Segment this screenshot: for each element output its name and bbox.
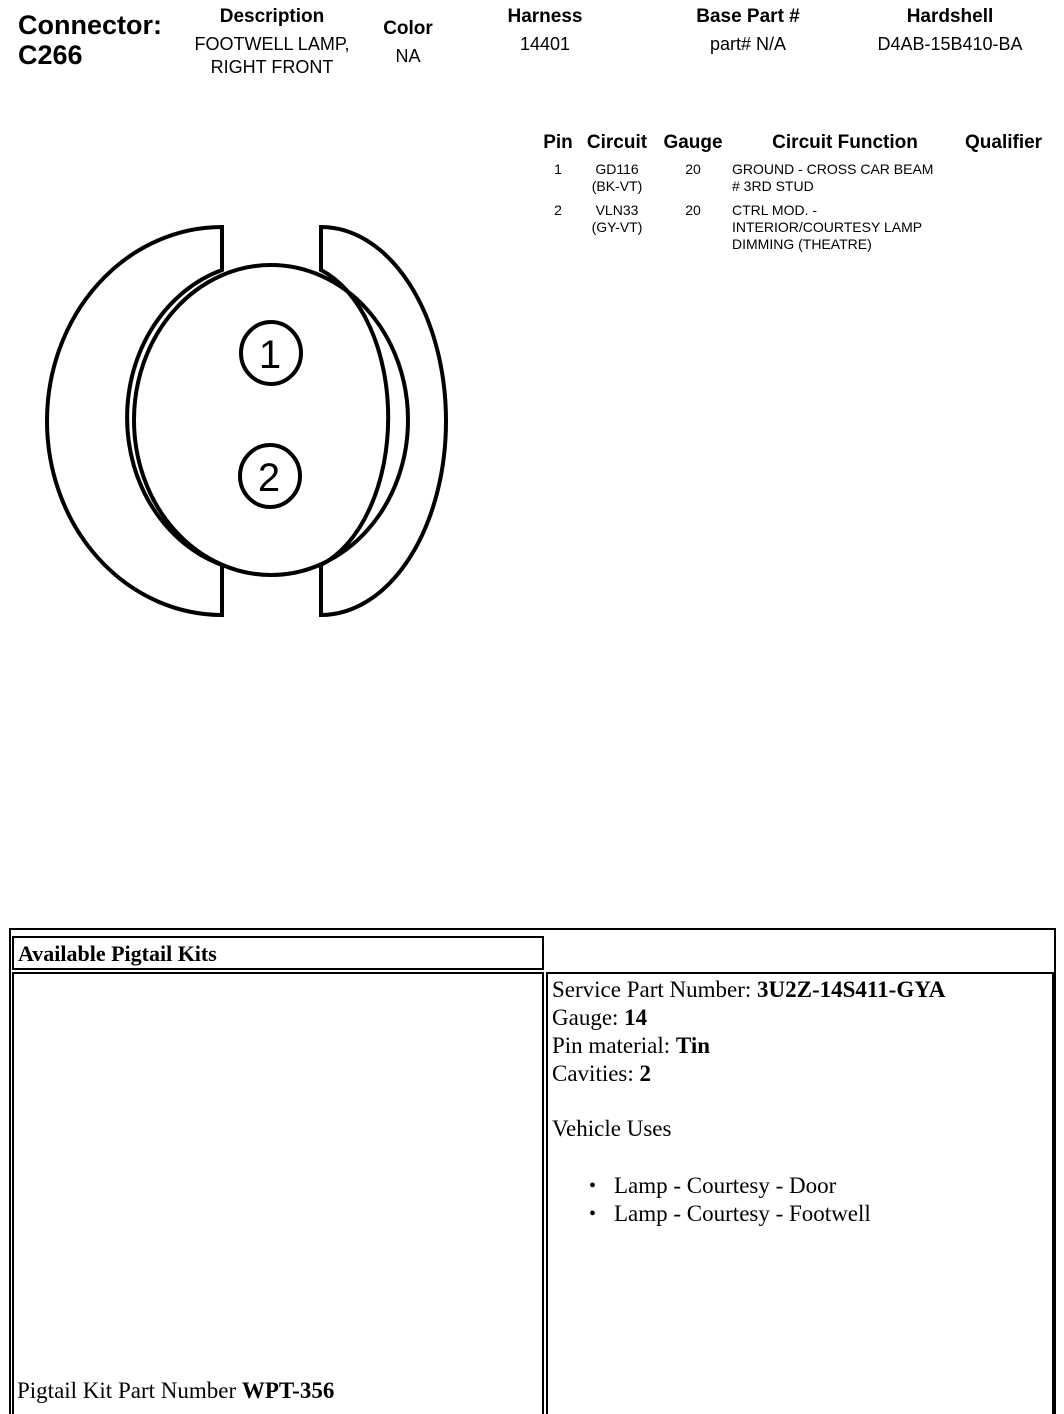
function-line-1: CTRL MOD. -: [732, 202, 818, 218]
inner-face: [134, 265, 408, 575]
table-row-1-gauge: 20: [685, 161, 701, 177]
pin-1-label: 1: [258, 333, 282, 377]
function-line-2: # 3RD STUD: [732, 178, 814, 194]
pin-2-label: 2: [257, 456, 281, 500]
gauge-header: Gauge: [663, 132, 723, 153]
table-row-2-circuit: [580, 202, 654, 236]
vehicle-uses-label: Vehicle Uses: [552, 1116, 672, 1141]
circuit-code: GD116: [595, 161, 639, 177]
table-row-2-function: [732, 202, 972, 253]
circuit-code: VLN33: [595, 202, 639, 218]
list-item: • Lamp - Courtesy - Door: [552, 1172, 1052, 1200]
base-part-value: part# N/A: [709, 34, 787, 54]
pin-material-label: Pin material:: [552, 1033, 676, 1058]
service-part-value: 3U2Z-14S411-GYA: [757, 977, 946, 1002]
cavities-label: Cavities:: [552, 1061, 640, 1086]
connector-id: C266: [18, 40, 83, 70]
harness-column: [485, 6, 605, 56]
pigtail-title: Available Pigtail Kits: [18, 941, 217, 966]
table-row-2-gauge: 20: [685, 202, 701, 218]
table-row-1-function: [732, 161, 972, 195]
function-line-2: INTERIOR/COURTESY LAMP: [732, 219, 923, 235]
description-column: [172, 6, 372, 79]
gauge-label: Gauge:: [552, 1005, 625, 1030]
harness-label: Harness: [507, 6, 583, 27]
description-label: Description: [219, 6, 325, 27]
color-column: [368, 18, 448, 68]
pigtail-image-box: [12, 972, 544, 1414]
table-row-1-circuit: [580, 161, 654, 195]
pigtail-title-box: [12, 936, 544, 970]
cavities-value: 2: [639, 1061, 652, 1086]
list-item: • Lamp - Courtesy - Footwell: [552, 1200, 1052, 1228]
service-part-label: Service Part Number:: [552, 977, 758, 1002]
description-line-2: RIGHT FRONT: [210, 57, 334, 77]
pigtail-details-box: [546, 972, 1054, 1414]
service-part-number: [552, 976, 1052, 1004]
circuit-header: Circuit: [586, 132, 648, 153]
vehicle-uses-list: [552, 1172, 1052, 1228]
base-part-label: Base Part #: [696, 6, 800, 27]
function-header: Circuit Function: [772, 132, 918, 153]
pin-table: [530, 130, 1060, 260]
pin-material-line: [552, 1032, 1052, 1060]
color-label: Color: [383, 18, 433, 39]
gauge-value: 14: [624, 1005, 648, 1030]
function-line-3: DIMMING (THEATRE): [732, 236, 872, 252]
pin-header: Pin: [543, 132, 573, 153]
hardshell-column: [860, 6, 1040, 56]
kit-part-label: Pigtail Kit Part Number: [17, 1378, 242, 1403]
harness-value: 14401: [519, 34, 571, 54]
hardshell-value: D4AB-15B410-BA: [877, 34, 1023, 54]
pin-material-value: Tin: [675, 1033, 711, 1058]
hardshell-label: Hardshell: [906, 6, 994, 27]
function-line-1: GROUND - CROSS CAR BEAM: [732, 161, 934, 177]
circuit-color: (BK-VT): [591, 178, 643, 194]
table-row-2-pin: 2: [554, 202, 562, 218]
connector-title: [18, 10, 162, 70]
pigtail-kit-part-number: [17, 1377, 334, 1405]
cavities-line: [552, 1060, 1052, 1088]
base-part-column: [668, 6, 828, 56]
qualifier-header: Qualifier: [965, 132, 1043, 153]
gauge-line: [552, 1004, 1052, 1032]
connector-face-diagram: [0, 200, 500, 640]
color-value: NA: [395, 46, 421, 66]
circuit-color: (GY-VT): [591, 219, 643, 235]
table-row-1-pin: 1: [554, 161, 562, 177]
description-line-1: FOOTWELL LAMP,: [194, 34, 350, 54]
kit-part-value: WPT-356: [241, 1378, 335, 1403]
connector-label: Connector:: [18, 10, 162, 40]
